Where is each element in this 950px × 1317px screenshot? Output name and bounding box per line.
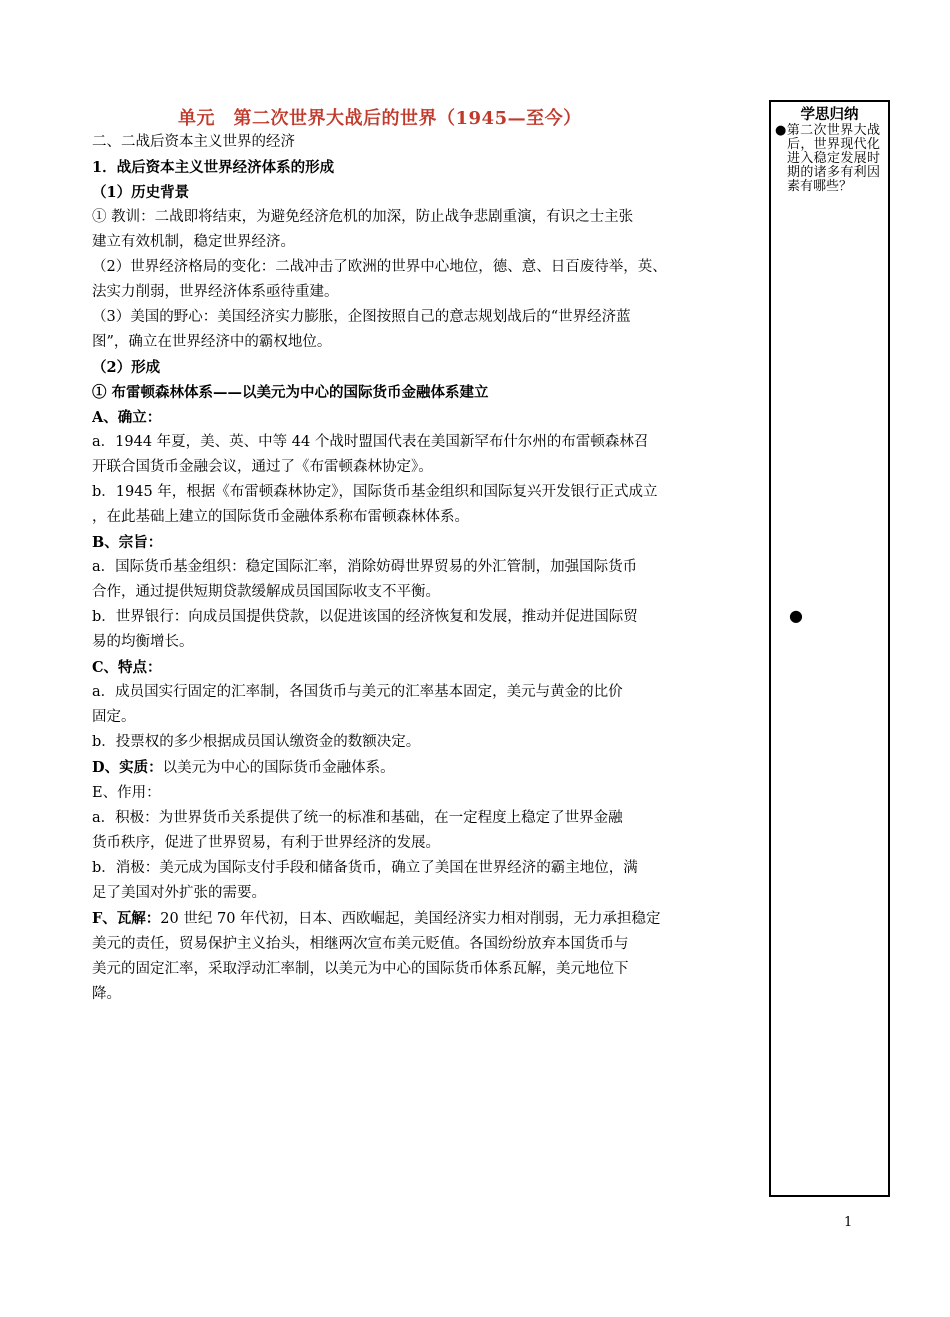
text-line: （1）历史背景 (92, 184, 190, 201)
text-line: 货币秩序，促进了世界贸易，有利于世界经济的发展。 (92, 835, 440, 851)
text-segment: 以美元为中心的国际货币金融体系。 (162, 760, 395, 776)
text-segment: F、瓦解： (92, 910, 161, 927)
text-line: 建立有效机制，稳定世界经济。 (92, 234, 295, 250)
text-line: 降。 (92, 986, 121, 1002)
text-line: a．成员国实行固定的汇率制，各国货币与美元的汇率基本固定，美元与黄金的比价 (92, 684, 623, 700)
text-line: A、确立： (92, 409, 162, 426)
text-line: a．国际货币基金组织：稳定国际汇率，消除妨碍世界贸易的外汇管制，加强国际货币 (92, 559, 638, 575)
text-line: b．消极：美元成为国际支付手段和储备货币，确立了美国在世界经济的霸主地位，满 (92, 860, 638, 876)
main-content (92, 130, 758, 1007)
text-line: 固定。 (92, 709, 136, 725)
text-line: 法实力削弱，世界经济体系亟待重建。 (92, 284, 339, 300)
text-line: 易的均衡增长。 (92, 634, 194, 650)
text-line: 美元的固定汇率，采取浮动汇率制，以美元为中心的国际货币体系瓦解，美元地位下 (92, 961, 629, 977)
text-line: b．投票权的多少根据成员国认缴资金的数额决定。 (92, 734, 421, 750)
text-line: a．积极：为世界货币关系提供了统一的标准和基础，在一定程度上稳定了世界金融 (92, 810, 623, 826)
text-line (92, 755, 758, 781)
text-line: a．1944 年夏，美、英、中等 44 个战时盟国代表在美国新罕布什尔州的布雷顿森林召 (92, 434, 649, 450)
text-line: （2）世界经济格局的变化：二战冲击了欧洲的世界中心地位，德、意、日百废待举，英、 (92, 259, 667, 275)
text-line: （2）形成 (92, 359, 161, 376)
text-line: ，在此基础上建立的国际货币金融体系称布雷顿森林体系。 (92, 509, 469, 525)
text-line: b．世界银行：向成员国提供贷款，以促进该国的经济恢复和发展，推动并促进国际贸 (92, 609, 638, 625)
text-line: 足了美国对外扩张的需要。 (92, 885, 266, 901)
text-line: E、作用： (92, 785, 161, 801)
text-line: b．1945 年，根据《布雷顿森林协定》，国际货币基金组织和国际复兴开发银行正式成立 (92, 484, 658, 500)
text-line: 图”，确立在世界经济中的霸权地位。 (92, 334, 332, 350)
text-line: C、特点： (92, 659, 162, 676)
text-line: ① 布雷顿森林体系——以美元为中心的国际货币金融体系建立 (92, 384, 489, 401)
sidebar-notes (769, 100, 890, 1197)
text-segment: 20 世纪 70 年代初，日本、西欧崛起，美国经济实力相对削弱，无力承担稳定 (160, 911, 661, 927)
page-title: 单元 第二次世界大战后的世界（1945—至今） (178, 108, 582, 129)
text-line: B、宗旨： (92, 534, 163, 551)
text-line: 1．战后资本主义世界经济体系的形成 (92, 159, 335, 176)
sidebar-question: ●第二次世界大战后，世界现代化进入稳定发展时期的诸多有利因素有哪些？ (775, 123, 880, 194)
page-number: 1 (844, 1215, 853, 1230)
sidebar-heading: 学思归纳 (800, 106, 859, 123)
text-line (92, 906, 758, 932)
sidebar-bullet: ● (789, 606, 803, 625)
text-line: 二、二战后资本主义世界的经济 (92, 134, 295, 150)
text-line: ① 教训：二战即将结束，为避免经济危机的加深，防止战争悲剧重演，有识之士主张 (92, 209, 634, 225)
text-segment: D、实质： (92, 759, 163, 776)
text-line: （3）美国的野心：美国经济实力膨胀，企图按照自己的意志规划战后的“世界经济蓝 (92, 309, 631, 325)
text-line: 开联合国货币金融会议，通过了《布雷顿森林协定》。 (92, 459, 433, 475)
text-line: 合作，通过提供短期贷款缓解成员国国际收支不平衡。 (92, 584, 440, 600)
text-line: 美元的责任，贸易保护主义抬头，相继两次宣布美元贬值。各国纷纷放弃本国货币与 (92, 936, 629, 952)
